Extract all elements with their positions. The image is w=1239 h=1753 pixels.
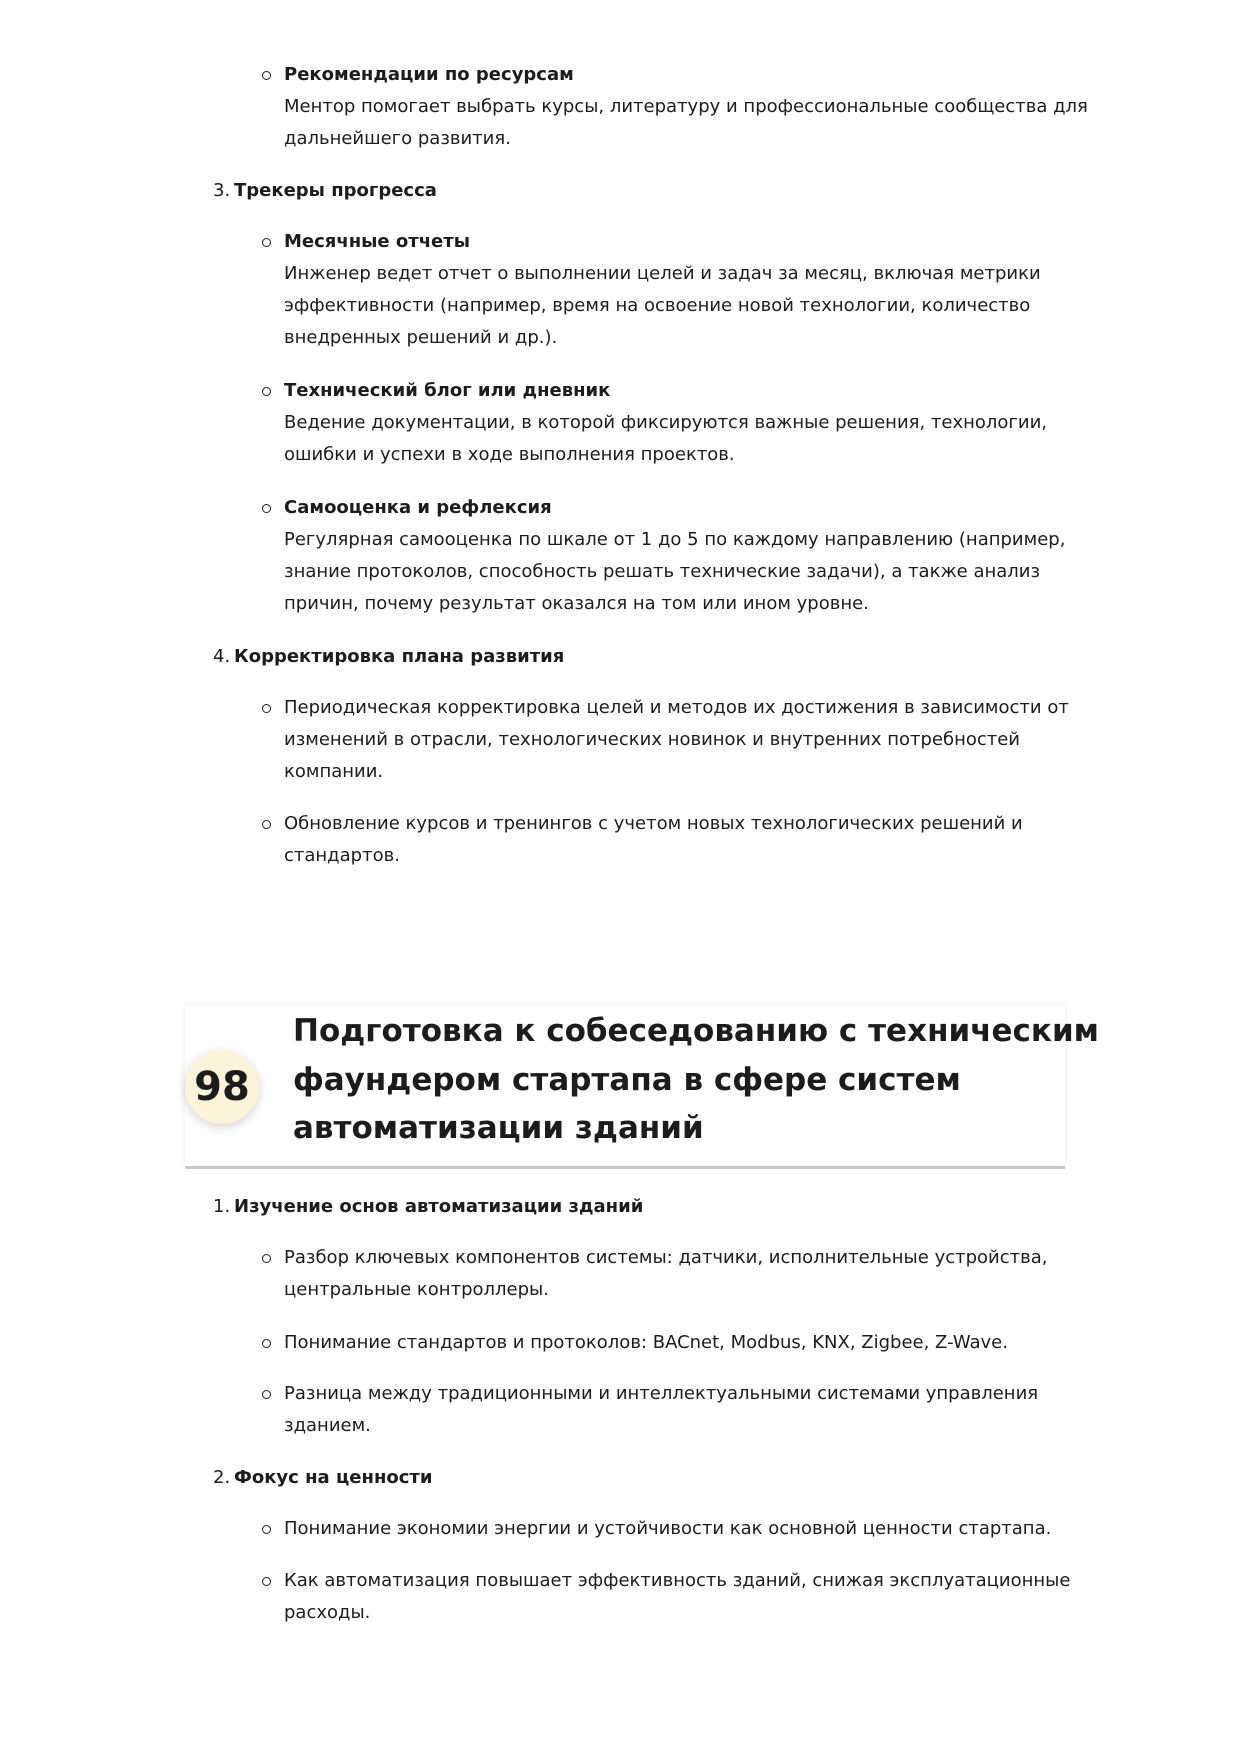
subitem-title-tech-blog: Технический блог или дневник	[284, 380, 611, 401]
subitem-text-line: Понимание стандартов и протоколов: BACnet, Modbus, KNX, Zigbee, Z-Wave.	[284, 1332, 1008, 1353]
list-bullet-icon	[262, 504, 271, 513]
subitem-title-self-assessment: Самооценка и рефлексия	[284, 497, 552, 518]
list-bullet-icon	[262, 1577, 271, 1586]
section-title-line: фаундером стартапа в сфере систем	[293, 1062, 961, 1098]
subitem-text-line: эффективности (например, время на освоение новой технологии, количество	[284, 295, 1031, 316]
list-item-title-automation-basics: Изучение основ автоматизации зданий	[234, 1196, 644, 1217]
subitem-text-line: Ментор помогает выбрать курсы, литературу и профессиональные сообщества для	[284, 96, 1088, 117]
subitem-text-line: расходы.	[284, 1602, 371, 1623]
subitem-text-line: центральные контроллеры.	[284, 1279, 549, 1300]
list-item-number: 3.	[213, 180, 231, 201]
list-bullet-icon	[262, 71, 271, 80]
section-title-line: Подготовка к собеседованию с техническим	[293, 1013, 1099, 1049]
subitem-text-line: компании.	[284, 761, 384, 782]
list-bullet-icon	[262, 704, 271, 713]
subitem-text-line: ошибки и успехи в ходе выполнения проектов.	[284, 444, 735, 465]
section-number-badge: 98	[185, 1050, 259, 1124]
subitem-text-line: дальнейшего развития.	[284, 128, 511, 149]
list-bullet-icon	[262, 1525, 271, 1534]
list-bullet-icon	[262, 1339, 271, 1348]
subitem-text-line: Периодическая корректировка целей и методов их достижения в зависимости от	[284, 697, 1069, 718]
subitem-title-monthly-reports: Месячные отчеты	[284, 231, 470, 252]
subitem-text-line: Ведение документации, в которой фиксируются важные решения, технологии,	[284, 412, 1048, 433]
subitem-text-line: Инженер ведет отчет о выполнении целей и задач за месяц, включая метрики	[284, 263, 1041, 284]
list-item-title-value-focus: Фокус на ценности	[234, 1467, 433, 1488]
list-bullet-icon	[262, 1390, 271, 1399]
subitem-text-line: знание протоколов, способность решать технические задачи), а также анализ	[284, 561, 1041, 582]
list-item-number: 1.	[213, 1196, 231, 1217]
list-item-title-plan-adjustment: Корректировка плана развития	[234, 646, 565, 667]
list-bullet-icon	[262, 820, 271, 829]
list-item-number: 4.	[213, 646, 231, 667]
subitem-title-resources: Рекомендации по ресурсам	[284, 64, 574, 85]
subitem-text-line: Регулярная самооценка по шкале от 1 до 5 по каждому направлению (например,	[284, 529, 1066, 550]
subitem-text-line: Обновление курсов и тренингов с учетом новых технологических решений и	[284, 813, 1023, 834]
subitem-text-line: Как автоматизация повышает эффективность зданий, снижая эксплуатационные	[284, 1570, 1071, 1591]
list-bullet-icon	[262, 1254, 271, 1263]
document-page	[185, 0, 1099, 1753]
subitem-text-line: Разница между традиционными и интеллектуальными системами управления	[284, 1383, 1039, 1404]
subitem-text-line: стандартов.	[284, 845, 400, 866]
subitem-text-line: внедренных решений и др.).	[284, 327, 558, 348]
list-bullet-icon	[262, 238, 271, 247]
list-bullet-icon	[262, 387, 271, 396]
list-item-title-progress-trackers: Трекеры прогресса	[234, 180, 437, 201]
section-title-line: автоматизации зданий	[293, 1110, 704, 1146]
list-item-number: 2.	[213, 1467, 231, 1488]
subitem-text-line: Понимание экономии энергии и устойчивости как основной ценности стартапа.	[284, 1518, 1052, 1539]
subitem-text-line: зданием.	[284, 1415, 371, 1436]
subitem-text-line: изменений в отрасли, технологических новинок и внутренних потребностей	[284, 729, 1021, 750]
subitem-text-line: Разбор ключевых компонентов системы: датчики, исполнительные устройства,	[284, 1247, 1048, 1268]
subitem-text-line: причин, почему результат оказался на том или ином уровне.	[284, 593, 869, 614]
section-divider	[185, 1166, 1065, 1169]
